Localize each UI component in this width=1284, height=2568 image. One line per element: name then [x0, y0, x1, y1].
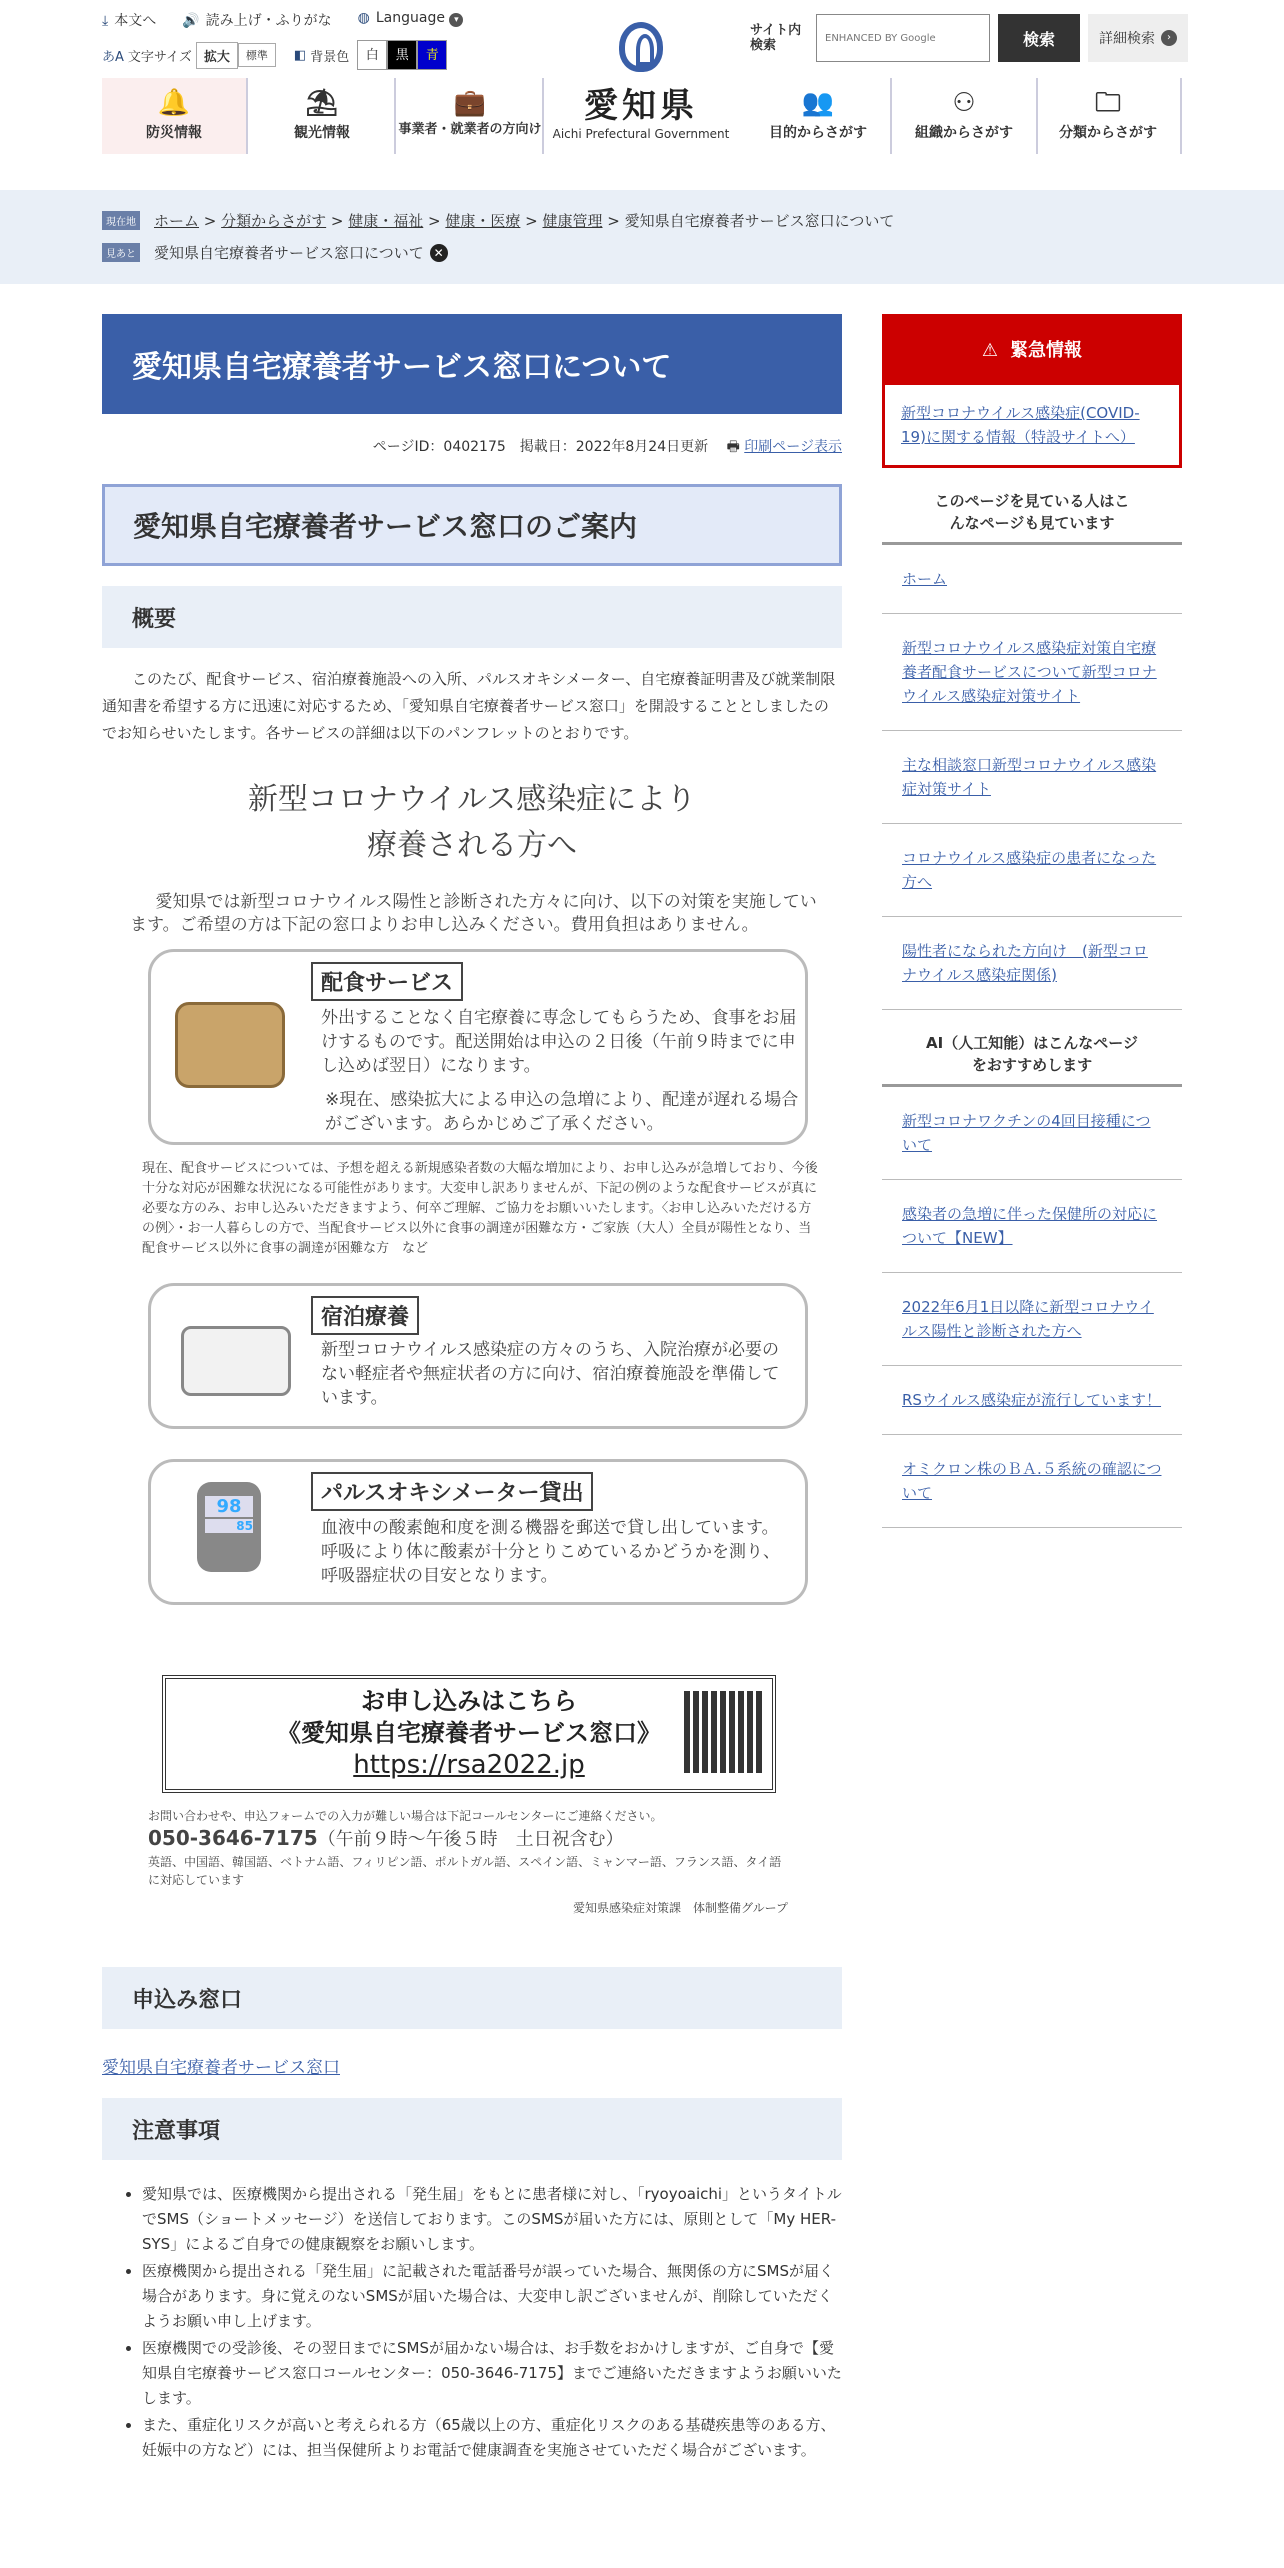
- search-label: サイト内検索: [750, 23, 802, 53]
- breadcrumb-history: 見あと 愛知県自宅療養者サービス窓口について ✕: [102, 242, 448, 263]
- bg-black-button[interactable]: 黒: [387, 40, 417, 70]
- flyer-image: [122, 777, 822, 1957]
- search-button[interactable]: 検索: [998, 14, 1080, 62]
- breadcrumb: [0, 190, 1284, 284]
- ai-heading: AI（人工知能）はこんなページをおすすめします: [882, 1009, 1182, 1087]
- sidebar-link[interactable]: 主な相談窓口新型コロナウイルス感染症対策サイト: [902, 756, 1157, 798]
- sidebar: [882, 314, 1182, 1528]
- breadcrumb-health-management[interactable]: 健康管理: [542, 212, 603, 230]
- list-item: • 愛知県では、医療機関から提出される「発生届」をもとに患者様に対し、「ryoyoaichi」というタイトルでSMS（ショートメッセージ）を送信しております。このSMSが届いた方には、原則として「My HER-SYS」によるご自身での健康観察をお願いします。: [142, 2182, 842, 2257]
- pulse-oximeter-label: パルスオキシメーター貸出: [311, 1472, 593, 1511]
- printer-icon: 🖶: [726, 439, 740, 455]
- section-heading: 愛知県自宅療養者サービス窓口のご案内: [102, 484, 842, 566]
- pulse-oximeter-card: 98 85 パルスオキシメーター貸出 血液中の酸素飽和度を測る機器を郵送で貸し出しています。呼吸により体に酸素が十分とりこめているかどうかを測り、呼吸器症状の目安となります。: [148, 1459, 808, 1605]
- sidebar-link[interactable]: コロナウイルス感染症の患者になった方へ: [902, 849, 1157, 891]
- skip-to-content-link[interactable]: ⤓ 本文へ: [102, 13, 157, 29]
- pulse-oximeter-icon: 98 85: [197, 1482, 261, 1572]
- briefcase-icon: 💼: [453, 88, 487, 118]
- overview-text: このたび、配食サービス、宿泊療養施設への入所、パルスオキシメーター、自宅療養証明書及び就業制限通知書を希望する方に迅速に対応するため、「愛知県自宅療養者サービス窓口」を開設することとしましたのでお知らせいたします。各サービスの詳細は以下のパンフレットのとおりです。: [102, 670, 836, 742]
- emergency-header: ⚠ 緊急情報: [885, 317, 1179, 385]
- people-icon: 👥: [801, 88, 835, 118]
- org-icon: ⚇: [952, 88, 976, 118]
- list-item: • また、重症化リスクが高いと考えられる方（65歳以上の方、重症化リスクのある基礎疾患等のある方、妊娠中の方など）には、担当保健所よりお電話で健康調査を実施させていただく場合がございます。: [142, 2413, 842, 2463]
- list-item[interactable]: [882, 545, 1182, 614]
- application-banner: お申し込みはこちら 《愛知県自宅療養者サービス窓口》 https://rsa2022.jp: [162, 1675, 776, 1793]
- bg-blue-button[interactable]: 青: [417, 40, 447, 70]
- sidebar-link[interactable]: オミクロン株のＢＡ.５系統の確認について: [902, 1460, 1162, 1502]
- list-item[interactable]: [882, 1087, 1182, 1180]
- nav-purpose[interactable]: 👥 目的からさがす: [746, 78, 892, 154]
- page-title: 愛知県自宅療養者サービス窓口について: [102, 314, 842, 414]
- nav-category[interactable]: 🗀 分類からさがす: [1036, 78, 1182, 154]
- notes-heading: 注意事項: [102, 2098, 842, 2160]
- globe-icon: ◍: [357, 10, 370, 26]
- print-link[interactable]: 印刷ページ表示: [744, 439, 842, 455]
- palette-icon: ◧: [293, 47, 307, 63]
- site-logo[interactable]: [546, 22, 736, 141]
- flyer-title: 新型コロナウイルス感染症により 療養される方へ: [247, 782, 697, 863]
- hotel-care-card: 宿泊療養 新型コロナウイルス感染症の方々のうち、入院治療が必要のない軽症者や無症状者の方に向け、宿泊療養施設を準備しています。: [148, 1283, 808, 1429]
- overview-heading: 概要: [102, 586, 842, 648]
- breadcrumb-health-medical[interactable]: 健康・医療: [445, 212, 521, 230]
- list-item[interactable]: [882, 917, 1182, 1009]
- logo-english: Aichi Prefectural Government: [552, 127, 730, 141]
- list-item: • 医療機関での受診後、その翌日までにSMSが届かない場合は、お手数をおかけしますが、ご自身で【愛知県自宅療養サービス窓口コールセンター：050-3646-7175】までご連絡いただきますようお願いいたします。: [142, 2336, 842, 2411]
- list-item[interactable]: [882, 1435, 1182, 1528]
- fontsize-icon: あA: [102, 49, 124, 65]
- read-aloud-link[interactable]: 🔊 読み上げ・ふりがな: [182, 13, 332, 29]
- bed-icon: [181, 1326, 291, 1396]
- site-header: [0, 0, 1284, 190]
- apply-heading: 申込み窓口: [102, 1967, 842, 2029]
- search-input[interactable]: ENHANCED BY Google: [816, 14, 990, 62]
- nav-tourism[interactable]: ⛱ 観光情報: [250, 78, 396, 154]
- emergency-box: [882, 314, 1182, 468]
- warning-icon: ⚠: [981, 340, 999, 361]
- history-item[interactable]: 愛知県自宅療養者サービス窓口について: [154, 244, 424, 262]
- emergency-link[interactable]: 新型コロナウイルス感染症(COVID-19)に関する情報（特設サイトへ）: [901, 404, 1140, 446]
- list-item[interactable]: [882, 731, 1182, 824]
- bell-icon: 🔔: [157, 88, 191, 118]
- fontsize-large-button[interactable]: 拡大: [196, 42, 238, 69]
- page-meta: ページID：0402175 掲載日：2022年8月24日更新 🖶 印刷ページ表示: [372, 439, 842, 455]
- fontsize-standard-button[interactable]: 標準: [238, 43, 276, 67]
- advanced-search-button[interactable]: 詳細検索 ›: [1088, 14, 1188, 62]
- sidebar-link[interactable]: ホーム: [902, 570, 948, 588]
- breadcrumb-current-location: 現在地 ホーム > 分類からさがす > 健康・福祉 > 健康・医療 > 健康管理 > 愛知県自宅療養者サービス窓口について: [102, 210, 894, 231]
- chevron-down-icon: ▾: [449, 13, 463, 27]
- folder-icon: 🗀: [1094, 88, 1121, 118]
- list-item[interactable]: [882, 1366, 1182, 1435]
- meal-service-label: 配食サービス: [311, 962, 463, 1001]
- sidebar-link[interactable]: 新型コロナワクチンの4回目接種について: [902, 1112, 1151, 1154]
- chevron-right-icon: ›: [1161, 30, 1177, 46]
- bg-color-label: 背景色: [310, 49, 350, 65]
- sidebar-link[interactable]: 陽性者になられた方向け (新型コロナウイルス感染症関係): [902, 942, 1148, 984]
- sidebar-link[interactable]: RSウイルス感染症が流行しています！: [902, 1391, 1162, 1409]
- list-item[interactable]: [882, 614, 1182, 731]
- main-content: [102, 314, 842, 2465]
- list-item[interactable]: [882, 1273, 1182, 1366]
- flyer-intro: 愛知県では新型コロナウイルス陽性と診断された方々に向け、以下の対策を実施しています。ご希望の方は下記の窓口よりお申し込みください。費用負担はありません。: [130, 892, 817, 935]
- notes-list: [102, 2182, 842, 2463]
- sidebar-link[interactable]: 新型コロナウイルス感染症対策自宅療養者配食サービスについて新型コロナウイルス感染症対策サイト: [902, 639, 1157, 705]
- sidebar-link[interactable]: 2022年6月1日以降に新型コロナウイルス陽性と診断された方へ: [902, 1298, 1154, 1340]
- display-options: [102, 40, 447, 70]
- close-icon[interactable]: ✕: [430, 244, 448, 262]
- list-item[interactable]: [882, 1180, 1182, 1273]
- meal-service-note: 現在、配食サービスについては、予想を超える新規感染者数の大幅な増加により、お申し込みが急増しており、今後十分な対応が困難な状況になる可能性があります。大変申し訳ありませんが、下記の例のような配食サービスが真に必要な方のみ、お申し込みいただきますよう、何卒ご理解、ご協力をお願いいたします。〈お申し込みいただける方の例〉・お一人暮らしの方で、当配食サービス以外に食事の調達が困難な方・ご家族（大人）全員が陽性となり、当配食サービス以外に食事の調達が困難な方 など: [142, 1161, 818, 1256]
- bg-white-button[interactable]: 白: [357, 40, 387, 70]
- sidebar-link[interactable]: 感染者の急増に伴った保健所の対応について【NEW】: [902, 1205, 1158, 1247]
- download-icon: ⤓: [102, 13, 109, 29]
- speaker-icon: 🔊: [182, 13, 200, 29]
- tourism-icon: ⛱: [305, 88, 339, 118]
- fontsize-label: 文字サイズ: [127, 49, 192, 65]
- nav-business[interactable]: 💼 事業者・就業者の方向け: [398, 78, 544, 154]
- nav-disaster[interactable]: 🔔 防災情報: [102, 78, 248, 154]
- nav-organization[interactable]: ⚇ 組織からさがす: [892, 78, 1038, 154]
- prefecture-emblem-icon: [619, 22, 663, 72]
- site-search: [750, 14, 1188, 62]
- qr-code-icon: [684, 1691, 762, 1773]
- list-item: • 医療機関から提出される「発生届」に記載された電話番号が誤っていた場合、無関係の方にSMSが届く場合があります。身に覚えのないSMSが届いた場合は、大変申し訳ございませんが、削除していただくようお願い申し上げます。: [142, 2259, 842, 2334]
- apply-link[interactable]: 愛知県自宅療養者サービス窓口: [102, 2058, 340, 2078]
- utility-links: [102, 10, 463, 30]
- breadcrumb-current: 愛知県自宅療養者サービス窓口について: [624, 212, 895, 230]
- bento-box-icon: [175, 1002, 285, 1088]
- contact-info: お問い合わせや、申込フォームでの入力が難しい場合は下記コールセンターにご連絡ください。 050-3646-7175（午前９時〜午後５時 土日祝含む） 英語、中国語、韓国語、ベトナム語、フィリピン語、ポルトガル語、スペイン語、ミャンマー語、フランス語、タイ語に対応しています 愛知県感染症対策課 体制整備グループ: [148, 1809, 788, 1915]
- breadcrumb-category[interactable]: 分類からさがす: [221, 212, 327, 230]
- breadcrumb-home[interactable]: ホーム: [154, 212, 200, 230]
- meal-service-card: 配食サービス 外出することなく自宅療養に専念してもらうため、食事をお届けするものです。配送開始は申込の２日後（午前９時までに申し込めば翌日）になります。 ※現在、感染拡大による申込の急増により、配達が遅れる場合がございます。あらかじめご了承ください。: [148, 949, 808, 1145]
- viewed-heading: このページを見ている人はこんなページも見ています: [882, 468, 1182, 545]
- hotel-care-label: 宿泊療養: [311, 1296, 419, 1335]
- language-link[interactable]: ◍ Language ▾: [358, 10, 464, 30]
- logo-name: 愛知県: [584, 86, 698, 126]
- list-item[interactable]: [882, 824, 1182, 917]
- breadcrumb-health-welfare[interactable]: 健康・福祉: [348, 212, 424, 230]
